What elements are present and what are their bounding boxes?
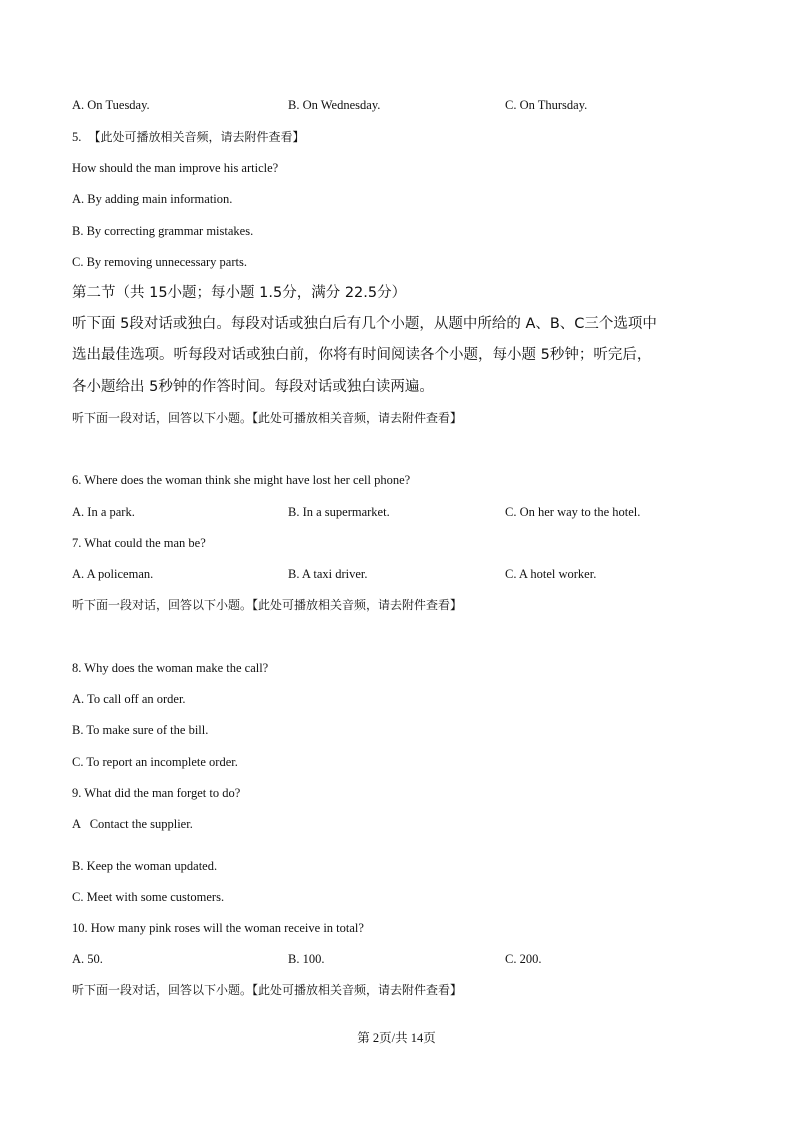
section-instruction-line-1: 听下面 5段对话或独白。每段对话或独白后有几个小题，从题中所给的 A、B、C三个选项中 xyxy=(72,316,657,332)
q4-option-c: C. On Thursday. xyxy=(505,98,588,112)
q5-option-b: B. By correcting grammar mistakes. xyxy=(72,224,254,238)
q10-question: 10. How many pink roses will the woman receive in total? xyxy=(72,921,364,935)
q9-question: 9. What did the man forget to do? xyxy=(72,786,241,800)
section-heading: 第二节（共 15小题；每小题 1.5分，满分 22.5分） xyxy=(72,285,407,301)
q9-option-c: C. Meet with some customers. xyxy=(72,890,225,904)
q8-question: 8. Why does the woman make the call? xyxy=(72,661,269,675)
q10-option-b: B. 100. xyxy=(288,952,325,966)
q8-option-b: B. To make sure of the bill. xyxy=(72,723,209,737)
listen-note-3[interactable]: 听下面一段对话，回答以下小题。【此处可播放相关音频，请去附件查看】 xyxy=(72,983,463,997)
q9-option-a: A Contact the supplier. xyxy=(72,817,193,831)
q8-option-a: A. To call off an order. xyxy=(72,692,186,706)
q7-question: 7. What could the man be? xyxy=(72,536,206,550)
q10-option-c: C. 200. xyxy=(505,952,542,966)
q7-option-c: C. A hotel worker. xyxy=(505,567,597,581)
section-instruction-line-2: 选出最佳选项。听每段对话或独白前，你将有时间阅读各个小题，每小题 5秒钟；听完后， xyxy=(72,347,652,363)
q8-option-c: C. To report an incomplete order. xyxy=(72,755,238,769)
q5-header xyxy=(72,129,305,145)
q7-option-b: B. A taxi driver. xyxy=(288,567,368,581)
listen-note-1[interactable]: 听下面一段对话，回答以下小题。【此处可播放相关音频，请去附件查看】 xyxy=(72,411,463,425)
q5-option-c: C. By removing unnecessary parts. xyxy=(72,255,247,269)
q10-options-row xyxy=(0,951,793,967)
q6-option-a: A. In a park. xyxy=(72,505,135,519)
q5-audio-note: 【此处可播放相关音频，请去附件查看】 xyxy=(88,130,305,144)
q7-options-row xyxy=(0,566,793,582)
q6-option-c: C. On her way to the hotel. xyxy=(505,505,641,519)
q6-options-row xyxy=(0,504,793,520)
q10-option-a: A. 50. xyxy=(72,952,103,966)
q5-question: How should the man improve his article? xyxy=(72,161,279,175)
q5-number: 5. xyxy=(72,130,82,144)
q4-option-b: B. On Wednesday. xyxy=(288,98,381,112)
q4-options-row xyxy=(0,97,793,113)
q9-option-b: B. Keep the woman updated. xyxy=(72,859,218,873)
listen-note-2[interactable]: 听下面一段对话，回答以下小题。【此处可播放相关音频，请去附件查看】 xyxy=(72,598,463,612)
q7-option-a: A. A policeman. xyxy=(72,567,154,581)
page-footer: 第 2页/共 14页 xyxy=(357,1031,436,1045)
q6-question: 6. Where does the woman think she might have lost her cell phone? xyxy=(72,473,411,487)
q5-option-a: A. By adding main information. xyxy=(72,192,233,206)
q6-option-b: B. In a supermarket. xyxy=(288,505,390,519)
q4-option-a: A. On Tuesday. xyxy=(72,98,150,112)
section-instruction-line-3: 各小题给出 5秒钟的作答时间。每段对话或独白读两遍。 xyxy=(72,379,434,395)
